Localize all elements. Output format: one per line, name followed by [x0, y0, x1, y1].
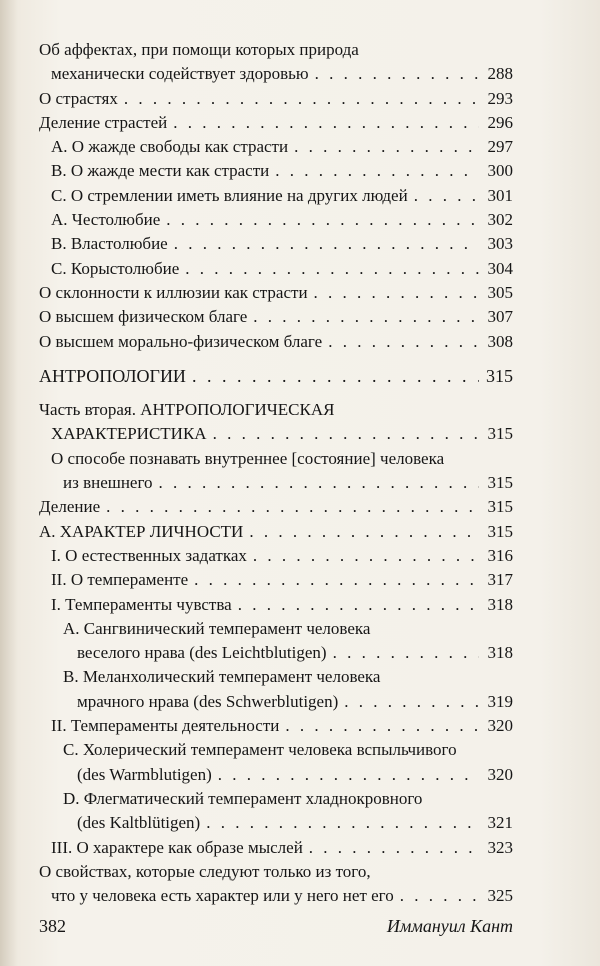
toc-entry[interactable] [39, 257, 513, 281]
toc-page-number: 315 [487, 473, 513, 493]
toc-entry-text: B. Властолюбие [51, 234, 168, 254]
dot-leader [174, 232, 479, 256]
toc-entry[interactable] [39, 787, 513, 836]
toc-entry[interactable] [39, 184, 513, 208]
toc-entry-text: Деление страстей [39, 112, 168, 132]
toc-page-number: 323 [487, 837, 513, 857]
toc-entry-text: D. Флегматический темперамент хладнокровного [63, 788, 423, 808]
toc-page-number: 318 [487, 594, 513, 614]
dot-leader [400, 884, 479, 908]
dot-leader [414, 184, 479, 208]
toc-entry-text: III. О характере как образе мыслей [51, 837, 303, 857]
toc-page-number: 318 [487, 643, 513, 663]
toc-entry-text: А. ХАРАКТЕР ЛИЧНОСТИ [39, 521, 244, 541]
toc-entry-text: веселого нрава (des Leichtblutigen) [77, 643, 327, 663]
toc-entry-text: О высшем физическом благе [39, 307, 248, 327]
toc-entry[interactable] [39, 714, 513, 738]
toc-page-number: 301 [487, 185, 513, 205]
toc-entry[interactable] [39, 520, 513, 544]
toc-page-number: 320 [487, 764, 513, 784]
toc-page-number: 319 [487, 691, 513, 711]
toc-page-number: 303 [487, 234, 513, 254]
toc-entry-text: C. О стремлении иметь влияние на других людей [51, 185, 408, 205]
toc-entry[interactable] [39, 398, 513, 447]
toc-entry[interactable] [39, 568, 513, 592]
dot-leader [124, 87, 479, 111]
toc-page-number: 293 [487, 88, 513, 108]
toc-entry[interactable] [39, 665, 513, 714]
toc-entry-text: О высшем морально-физическом благе [39, 331, 323, 351]
toc-entry-text: (des Kaltblütigen) [77, 813, 201, 833]
toc-page-number: 297 [487, 137, 513, 157]
page-footer [39, 916, 513, 937]
toc-entry[interactable] [39, 447, 513, 496]
toc-entry[interactable] [39, 305, 513, 329]
dot-leader [253, 544, 479, 568]
dot-leader [344, 690, 479, 714]
toc-entry[interactable] [39, 330, 513, 354]
toc-entry-text: I. Темпераменты чувства [51, 594, 232, 614]
toc-entry-text: О свойствах, которые следуют только из того, [39, 861, 371, 881]
toc-entry-text: механически содействует здоровью [51, 64, 309, 84]
toc-page-number: 288 [487, 64, 513, 84]
toc-entry[interactable] [39, 208, 513, 232]
toc-entry[interactable] [39, 281, 513, 305]
toc-page-number: 315 [487, 424, 513, 444]
dot-leader [309, 836, 479, 860]
dot-leader [173, 111, 479, 135]
dot-leader [333, 641, 479, 665]
toc-page-number: 315 [487, 521, 513, 541]
toc-entry-text: А. О жажде свободы как страсти [51, 137, 289, 157]
dot-leader [253, 305, 479, 329]
running-author: Иммануил Кант [386, 916, 513, 936]
toc-page-number: 296 [487, 112, 513, 132]
toc-page-number: 325 [487, 886, 513, 906]
toc-entry-text: Часть вторая. АНТРОПОЛОГИЧЕСКАЯ [39, 400, 335, 420]
toc-page-number: 304 [487, 258, 513, 278]
toc-entry[interactable] [39, 232, 513, 256]
toc-page-number: 308 [487, 331, 513, 351]
toc-entry[interactable] [39, 135, 513, 159]
dot-leader [192, 364, 479, 388]
dot-leader [194, 568, 479, 592]
toc-entry-text: Деление [39, 497, 101, 517]
toc-entry[interactable] [39, 364, 513, 388]
dot-leader [285, 714, 479, 738]
toc-entry-text: В. Меланхолический темперамент человека [63, 667, 381, 687]
toc-entry-text: C. Корыстолюбие [51, 258, 180, 278]
toc-page-number: 307 [487, 307, 513, 327]
toc-entry[interactable] [39, 617, 513, 666]
toc-entry-text: Об аффектах, при помощи которых природа [39, 40, 359, 59]
toc-page-number: 302 [487, 210, 513, 230]
dot-leader [213, 422, 479, 446]
toc-entry-text: I. О естественных задатках [51, 545, 247, 565]
dot-leader [106, 495, 479, 519]
toc-entry-text: что у человека есть характер или у него нет его [51, 886, 394, 906]
page-number: 382 [39, 916, 66, 936]
toc-entry[interactable] [39, 836, 513, 860]
toc-entry-text: О способе познавать внутреннее [состояние] человека [51, 448, 445, 468]
toc-entry-text: из внешнего [63, 473, 153, 493]
toc-page-number: 320 [487, 716, 513, 736]
toc-page-number: 315 [486, 365, 513, 386]
dot-leader [315, 62, 479, 86]
toc-entry[interactable] [39, 159, 513, 183]
dot-leader [294, 135, 479, 159]
dot-leader [206, 811, 479, 835]
toc-entry-text: А. Сангвинический темперамент человека [63, 618, 371, 638]
toc-page-number: 300 [487, 161, 513, 181]
toc-entry[interactable] [39, 38, 513, 87]
toc-entry-text: О склонности к иллюзии как страсти [39, 282, 308, 302]
dot-leader [218, 763, 479, 787]
toc-entry-text: А. Честолюбие [51, 210, 161, 230]
toc-page-number: 305 [487, 282, 513, 302]
toc-entry-text: С. Холерический темперамент человека вспыльчивого [63, 740, 457, 760]
toc-page-number: 321 [487, 813, 513, 833]
dot-leader [166, 208, 479, 232]
dot-leader [185, 257, 479, 281]
toc-entry-text: О страстях [39, 88, 118, 108]
toc-entry[interactable] [39, 593, 513, 617]
dot-leader [159, 471, 479, 495]
dot-leader [275, 159, 479, 183]
toc-entry-text: мрачного нрава (des Schwerblutigen) [77, 691, 339, 711]
section-gap [39, 388, 513, 398]
toc-entry[interactable] [39, 544, 513, 568]
dot-leader [249, 520, 479, 544]
toc-entry[interactable] [39, 111, 513, 135]
toc-entry-text: II. О темпераменте [51, 570, 189, 590]
toc-entry[interactable] [39, 87, 513, 111]
dot-leader [238, 593, 479, 617]
toc-page-number: 316 [487, 545, 513, 565]
section-gap [39, 354, 513, 364]
table-of-contents [39, 38, 513, 908]
toc-entry-text: (des Warmblutigen) [77, 764, 212, 784]
toc-entry-text: B. О жажде мести как страсти [51, 161, 270, 181]
toc-entry-text: II. Темпераменты деятельности [51, 716, 280, 736]
toc-entry[interactable] [39, 738, 513, 787]
dot-leader [314, 281, 479, 305]
toc-page-number: 317 [487, 570, 513, 590]
dot-leader [328, 330, 479, 354]
toc-entry-text: ХАРАКТЕРИСТИКА [51, 424, 207, 444]
toc-page-number: 315 [487, 497, 513, 517]
toc-entry[interactable] [39, 495, 513, 519]
toc-entry-text: АНТРОПОЛОГИИ [39, 365, 186, 386]
toc-entry[interactable] [39, 860, 513, 909]
